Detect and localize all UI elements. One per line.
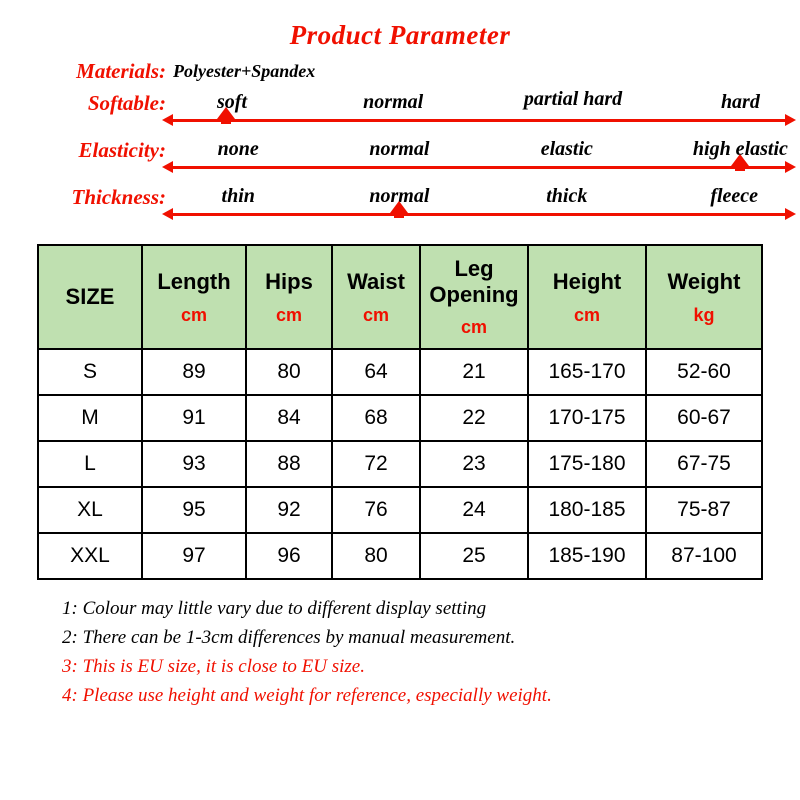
cell-length: 89 [142, 349, 246, 395]
table-row [38, 349, 762, 395]
thickness-option-thick: thick [546, 185, 588, 207]
cell-weight: 67-75 [646, 441, 762, 487]
elasticity-selected-marker [731, 154, 749, 166]
table-row [38, 487, 762, 533]
param-row-thickness [38, 185, 790, 232]
thickness-scale [170, 185, 790, 231]
thickness-option-normal: normal [369, 185, 430, 207]
softable-scale [170, 88, 790, 137]
cell-waist: 72 [332, 441, 420, 487]
elasticity-option-elastic: elastic [540, 138, 593, 160]
cell-size: L [38, 441, 142, 487]
note-1: 1: Colour may little vary due to different display setting [62, 598, 487, 619]
cell-height: 185-190 [528, 533, 646, 579]
softable-selected-marker [217, 107, 235, 119]
header-height: Height cm [528, 245, 646, 349]
elasticity-option-none: none [217, 138, 259, 160]
cell-height: 180-185 [528, 487, 646, 533]
cell-weight: 75-87 [646, 487, 762, 533]
materials-label: Materials: [76, 59, 166, 83]
header-length: Length cm [142, 245, 246, 349]
header-waist: Waist cm [332, 245, 420, 349]
parameters-section [0, 59, 800, 232]
cell-leg-opening: 23 [420, 441, 528, 487]
softable-label: Softable: [87, 91, 166, 115]
cell-height: 170-175 [528, 395, 646, 441]
cell-hips: 88 [246, 441, 332, 487]
softable-axis-arrow [172, 119, 786, 122]
cell-size: M [38, 395, 142, 441]
table-row [38, 533, 762, 579]
table-row [38, 441, 762, 487]
header-size: SIZE [38, 245, 142, 349]
header-weight: Weight kg [646, 245, 762, 349]
cell-hips: 84 [246, 395, 332, 441]
cell-size: XL [38, 487, 142, 533]
cell-size: S [38, 349, 142, 395]
softable-option-hard: hard [720, 91, 760, 113]
elasticity-axis-arrow [172, 166, 786, 169]
cell-length: 91 [142, 395, 246, 441]
cell-waist: 80 [332, 533, 420, 579]
thickness-selected-marker [390, 201, 408, 213]
cell-hips: 92 [246, 487, 332, 533]
elasticity-option-high-elastic: high elastic [692, 138, 788, 160]
cell-weight: 60-67 [646, 395, 762, 441]
cell-weight: 87-100 [646, 533, 762, 579]
thickness-axis-arrow [172, 213, 786, 216]
softable-option-normal: normal [363, 91, 424, 113]
thickness-option-fleece: fleece [710, 185, 759, 207]
note-3: 3: This is EU size, it is close to EU size. [62, 656, 365, 678]
size-chart-table [37, 244, 763, 580]
thickness-option-thin: thin [221, 185, 255, 207]
cell-height: 175-180 [528, 441, 646, 487]
elasticity-label: Elasticity: [78, 138, 166, 162]
cell-length: 97 [142, 533, 246, 579]
cell-hips: 96 [246, 533, 332, 579]
table-header-row [38, 245, 762, 349]
cell-waist: 64 [332, 349, 420, 395]
cell-size: XXL [38, 533, 142, 579]
cell-weight: 52-60 [646, 349, 762, 395]
param-row-materials [38, 59, 790, 91]
cell-leg-opening: 22 [420, 395, 528, 441]
param-row-softable [38, 88, 790, 138]
materials-value: Polyester+Spandex [173, 61, 316, 81]
note-4: 4: Please use height and weight for reference, especially weight. [62, 685, 552, 707]
cell-leg-opening: 24 [420, 487, 528, 533]
table-row [38, 395, 762, 441]
elasticity-scale [170, 138, 790, 184]
cell-leg-opening: 25 [420, 533, 528, 579]
cell-hips: 80 [246, 349, 332, 395]
param-row-elasticity [38, 138, 790, 185]
softable-option-partial-hard: partial hard [523, 88, 623, 110]
page-title: Product Parameter [289, 20, 511, 50]
header-hips: Hips cm [246, 245, 332, 349]
elasticity-option-normal: normal [369, 138, 430, 160]
cell-waist: 68 [332, 395, 420, 441]
note-2: 2: There can be 1-3cm differences by manual measurement. [62, 627, 516, 649]
cell-length: 93 [142, 441, 246, 487]
softable-option-soft: soft [217, 91, 247, 113]
cell-height: 165-170 [528, 349, 646, 395]
thickness-label: Thickness: [71, 185, 166, 209]
cell-waist: 76 [332, 487, 420, 533]
cell-leg-opening: 21 [420, 349, 528, 395]
notes-section [62, 594, 800, 710]
cell-length: 95 [142, 487, 246, 533]
header-leg-opening: Leg Opening cm [420, 245, 528, 349]
